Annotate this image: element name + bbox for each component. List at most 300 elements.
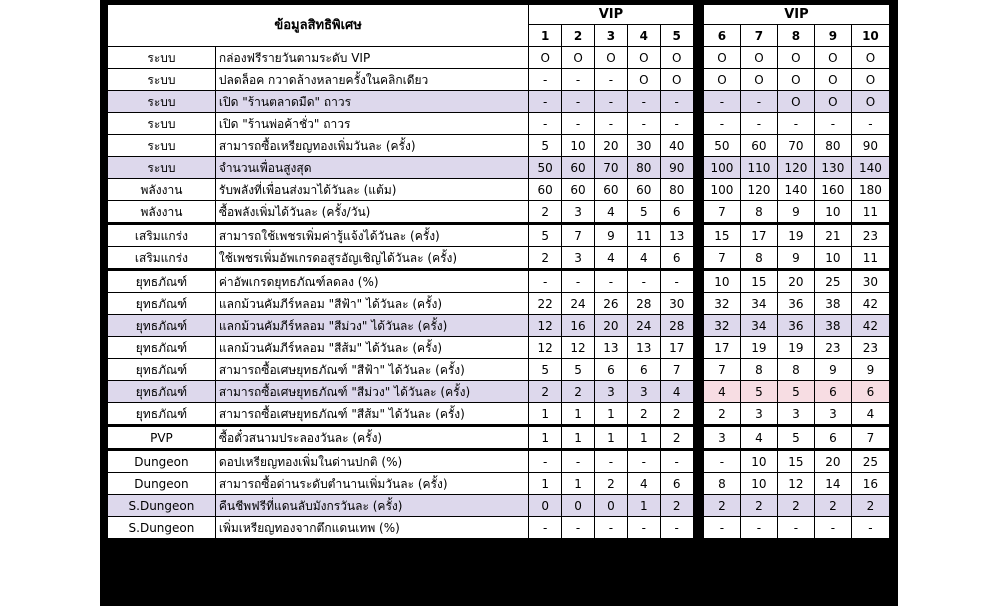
vip-8-value: 120 bbox=[777, 157, 814, 179]
vip-8-value: O bbox=[777, 69, 814, 91]
vip-6-value: 32 bbox=[703, 293, 740, 315]
vip-8-value: 15 bbox=[777, 450, 814, 473]
category-cell: พลังงาน bbox=[108, 179, 216, 201]
vip-3-value: 1 bbox=[595, 426, 628, 450]
vip-8-value: 19 bbox=[777, 337, 814, 359]
privilege-description: กล่องฟรีรายวันตามระดับ VIP bbox=[215, 47, 528, 69]
vip-6-value: 100 bbox=[703, 179, 740, 201]
vip-10-value: 2 bbox=[851, 495, 889, 517]
vip-10-value: 42 bbox=[851, 293, 889, 315]
vip-10-value: 6 bbox=[851, 381, 889, 403]
vip-5-value: 90 bbox=[660, 157, 693, 179]
column-divider bbox=[693, 91, 703, 113]
vip-9-value: 20 bbox=[814, 450, 851, 473]
vip-4-value: 4 bbox=[627, 247, 660, 270]
vip-9-value: 10 bbox=[814, 201, 851, 224]
table-row bbox=[108, 135, 890, 157]
vip-8-value: 12 bbox=[777, 473, 814, 495]
vip-5-value: 4 bbox=[660, 381, 693, 403]
vip-4-value: 11 bbox=[627, 224, 660, 247]
privilege-description: ปลดล็อค กวาดล้างหลายครั้งในคลิกเดียว bbox=[215, 69, 528, 91]
privilege-description: สามารถซื้อด่านระดับตำนานเพิ่มวันละ (ครั้ง) bbox=[215, 473, 528, 495]
vip-6-value: 7 bbox=[703, 201, 740, 224]
table-row bbox=[108, 270, 890, 293]
vip-level-10: 10 bbox=[851, 25, 889, 47]
vip-6-value: O bbox=[703, 69, 740, 91]
vip-10-value: 42 bbox=[851, 315, 889, 337]
vip-1-value: 12 bbox=[529, 315, 562, 337]
column-divider bbox=[693, 5, 703, 47]
table-title: ข้อมูลสิทธิพิเศษ bbox=[108, 5, 529, 47]
vip-4-value: 13 bbox=[627, 337, 660, 359]
vip-4-value: 4 bbox=[627, 473, 660, 495]
category-cell: PVP bbox=[108, 426, 216, 450]
category-cell: S.Dungeon bbox=[108, 495, 216, 517]
vip-2-value: 3 bbox=[562, 201, 595, 224]
vip-2-value: 12 bbox=[562, 337, 595, 359]
column-divider bbox=[693, 517, 703, 539]
vip-3-value: - bbox=[595, 69, 628, 91]
table-row bbox=[108, 426, 890, 450]
vip-5-value: - bbox=[660, 450, 693, 473]
vip-5-value: 6 bbox=[660, 247, 693, 270]
category-cell: ระบบ bbox=[108, 69, 216, 91]
vip-level-5: 5 bbox=[660, 25, 693, 47]
vip-4-value: 6 bbox=[627, 359, 660, 381]
vip-10-value: - bbox=[851, 517, 889, 539]
column-divider bbox=[693, 359, 703, 381]
vip-3-value: - bbox=[595, 517, 628, 539]
vip-9-value: 25 bbox=[814, 270, 851, 293]
vip-4-value: 1 bbox=[627, 495, 660, 517]
column-divider bbox=[693, 201, 703, 224]
vip-9-value: 14 bbox=[814, 473, 851, 495]
vip-10-value: O bbox=[851, 69, 889, 91]
vip-5-value: 2 bbox=[660, 426, 693, 450]
category-cell: ยุทธภัณฑ์ bbox=[108, 270, 216, 293]
privilege-description: ซื้อพลังเพิ่มได้วันละ (ครั้ง/วัน) bbox=[215, 201, 528, 224]
vip-1-value: - bbox=[529, 270, 562, 293]
vip-2-value: 60 bbox=[562, 157, 595, 179]
vip-7-value: O bbox=[740, 47, 777, 69]
vip-9-value: 130 bbox=[814, 157, 851, 179]
column-divider bbox=[693, 426, 703, 450]
vip-6-value: 7 bbox=[703, 359, 740, 381]
vip-2-value: 2 bbox=[562, 381, 595, 403]
vip-6-value: 100 bbox=[703, 157, 740, 179]
vip-6-value: O bbox=[703, 47, 740, 69]
column-divider bbox=[693, 47, 703, 69]
vip-4-value: 80 bbox=[627, 157, 660, 179]
vip-7-value: 10 bbox=[740, 450, 777, 473]
vip-1-value: 0 bbox=[529, 495, 562, 517]
vip-8-value: 5 bbox=[777, 381, 814, 403]
vip-5-value: 28 bbox=[660, 315, 693, 337]
vip-8-value: 19 bbox=[777, 224, 814, 247]
vip-4-value: - bbox=[627, 270, 660, 293]
vip-9-value: 38 bbox=[814, 293, 851, 315]
column-divider bbox=[693, 135, 703, 157]
vip-3-value: 1 bbox=[595, 403, 628, 426]
vip-5-value: 2 bbox=[660, 403, 693, 426]
category-cell: S.Dungeon bbox=[108, 517, 216, 539]
table-row bbox=[108, 473, 890, 495]
vip-2-value: 10 bbox=[562, 135, 595, 157]
vip-2-value: 60 bbox=[562, 179, 595, 201]
vip-4-value: 30 bbox=[627, 135, 660, 157]
column-divider bbox=[693, 224, 703, 247]
vip-2-value: 0 bbox=[562, 495, 595, 517]
vip-9-value: - bbox=[814, 517, 851, 539]
vip-2-value: 3 bbox=[562, 247, 595, 270]
vip-1-value: O bbox=[529, 47, 562, 69]
vip-5-value: 2 bbox=[660, 495, 693, 517]
vip-9-value: 21 bbox=[814, 224, 851, 247]
column-divider bbox=[693, 381, 703, 403]
category-cell: ยุทธภัณฑ์ bbox=[108, 315, 216, 337]
privilege-description: แลกม้วนคัมภีร์หลอม "สีส้ม" ได้วันละ (ครั้ง) bbox=[215, 337, 528, 359]
privilege-description: ซื้อตั๋วสนามประลองวันละ (ครั้ง) bbox=[215, 426, 528, 450]
vip-6-value: 7 bbox=[703, 247, 740, 270]
table-row bbox=[108, 359, 890, 381]
vip-6-value: 2 bbox=[703, 403, 740, 426]
vip-1-value: 12 bbox=[529, 337, 562, 359]
vip-5-value: O bbox=[660, 69, 693, 91]
privilege-description: แลกม้วนคัมภีร์หลอม "สีฟ้า" ได้วันละ (ครั้ง) bbox=[215, 293, 528, 315]
vip-4-value: 5 bbox=[627, 201, 660, 224]
vip-9-value: 9 bbox=[814, 359, 851, 381]
column-divider bbox=[693, 293, 703, 315]
vip-5-value: 13 bbox=[660, 224, 693, 247]
vip-7-value: 8 bbox=[740, 359, 777, 381]
vip-level-3: 3 bbox=[595, 25, 628, 47]
privilege-description: สามารถซื้อเศษยุทธภัณฑ์ "สีส้ม" ได้วันละ (ครั้ง) bbox=[215, 403, 528, 426]
vip-8-value: 5 bbox=[777, 426, 814, 450]
vip-3-value: 60 bbox=[595, 179, 628, 201]
vip-2-value: 5 bbox=[562, 359, 595, 381]
vip-3-value: - bbox=[595, 91, 628, 113]
vip-level-2: 2 bbox=[562, 25, 595, 47]
vip-1-value: 1 bbox=[529, 426, 562, 450]
vip-8-value: 36 bbox=[777, 293, 814, 315]
vip-3-value: 26 bbox=[595, 293, 628, 315]
vip-level-6: 6 bbox=[703, 25, 740, 47]
table-row bbox=[108, 91, 890, 113]
vip-2-value: 24 bbox=[562, 293, 595, 315]
vip-8-value: 9 bbox=[777, 201, 814, 224]
vip-2-value: - bbox=[562, 91, 595, 113]
column-divider bbox=[693, 69, 703, 91]
vip-5-value: - bbox=[660, 113, 693, 135]
vip-7-value: 17 bbox=[740, 224, 777, 247]
vip-5-value: 6 bbox=[660, 473, 693, 495]
privilege-description: เปิด "ร้านตลาดมืด" ถาวร bbox=[215, 91, 528, 113]
vip-8-value: - bbox=[777, 113, 814, 135]
vip-privileges-table bbox=[107, 4, 890, 539]
vip-7-value: 110 bbox=[740, 157, 777, 179]
privilege-description: ใช้เพชรเพิ่มอัพเกรดอสูรอัญเชิญได้วันละ (ครั้ง) bbox=[215, 247, 528, 270]
column-divider bbox=[693, 450, 703, 473]
vip-10-value: 9 bbox=[851, 359, 889, 381]
privilege-description: รับพลังที่เพื่อนส่งมาได้วันละ (แต้ม) bbox=[215, 179, 528, 201]
vip-1-value: 2 bbox=[529, 381, 562, 403]
vip-10-value: - bbox=[851, 113, 889, 135]
vip-level-4: 4 bbox=[627, 25, 660, 47]
vip-7-value: 2 bbox=[740, 495, 777, 517]
vip-4-value: O bbox=[627, 69, 660, 91]
vip-9-value: 160 bbox=[814, 179, 851, 201]
vip-1-value: - bbox=[529, 113, 562, 135]
vip-8-value: 9 bbox=[777, 247, 814, 270]
table-row bbox=[108, 113, 890, 135]
vip-7-value: 34 bbox=[740, 293, 777, 315]
vip-7-value: - bbox=[740, 113, 777, 135]
vip-2-value: 7 bbox=[562, 224, 595, 247]
vip-2-value: 1 bbox=[562, 473, 595, 495]
category-cell: Dungeon bbox=[108, 473, 216, 495]
vip-8-value: 20 bbox=[777, 270, 814, 293]
vip-3-value: 3 bbox=[595, 381, 628, 403]
vip-8-value: - bbox=[777, 517, 814, 539]
table-body bbox=[108, 47, 890, 539]
vip-1-value: 1 bbox=[529, 473, 562, 495]
vip-7-value: 10 bbox=[740, 473, 777, 495]
table-row bbox=[108, 315, 890, 337]
vip-9-value: 6 bbox=[814, 381, 851, 403]
vip-2-value: O bbox=[562, 47, 595, 69]
vip-1-value: 1 bbox=[529, 403, 562, 426]
column-divider bbox=[693, 157, 703, 179]
privilege-description: เปิด "ร้านพ่อค้าชั่ว" ถาวร bbox=[215, 113, 528, 135]
column-divider bbox=[693, 179, 703, 201]
column-divider bbox=[693, 113, 703, 135]
column-divider bbox=[693, 403, 703, 426]
column-divider bbox=[693, 315, 703, 337]
vip-9-value: 10 bbox=[814, 247, 851, 270]
vip-5-value: 30 bbox=[660, 293, 693, 315]
vip-10-value: 11 bbox=[851, 201, 889, 224]
vip-3-value: 4 bbox=[595, 247, 628, 270]
table-row bbox=[108, 224, 890, 247]
vip-7-value: 3 bbox=[740, 403, 777, 426]
column-divider bbox=[693, 270, 703, 293]
category-cell: ยุทธภัณฑ์ bbox=[108, 403, 216, 426]
vip-5-value: 80 bbox=[660, 179, 693, 201]
table-row bbox=[108, 157, 890, 179]
category-cell: ระบบ bbox=[108, 113, 216, 135]
vip-9-value: 2 bbox=[814, 495, 851, 517]
vip-2-value: 1 bbox=[562, 403, 595, 426]
vip-6-value: - bbox=[703, 517, 740, 539]
vip-8-value: 36 bbox=[777, 315, 814, 337]
vip-3-value: 20 bbox=[595, 315, 628, 337]
vip-6-value: 2 bbox=[703, 495, 740, 517]
vip-1-value: 50 bbox=[529, 157, 562, 179]
vip-1-value: 2 bbox=[529, 247, 562, 270]
vip-4-value: - bbox=[627, 517, 660, 539]
vip-6-value: - bbox=[703, 450, 740, 473]
vip-5-value: 17 bbox=[660, 337, 693, 359]
vip-9-value: O bbox=[814, 69, 851, 91]
vip-10-value: 25 bbox=[851, 450, 889, 473]
column-divider bbox=[693, 337, 703, 359]
vip-9-value: 23 bbox=[814, 337, 851, 359]
vip-8-value: O bbox=[777, 91, 814, 113]
table-row bbox=[108, 495, 890, 517]
vip-10-value: O bbox=[851, 47, 889, 69]
privilege-description: สามารถซื้อเศษยุทธภัณฑ์ "สีฟ้า" ได้วันละ (ครั้ง) bbox=[215, 359, 528, 381]
vip-7-value: 8 bbox=[740, 247, 777, 270]
vip-4-value: 3 bbox=[627, 381, 660, 403]
vip-5-value: 40 bbox=[660, 135, 693, 157]
vip-10-value: O bbox=[851, 91, 889, 113]
vip-3-value: 9 bbox=[595, 224, 628, 247]
vip-1-value: 2 bbox=[529, 201, 562, 224]
vip-7-value: 8 bbox=[740, 201, 777, 224]
vip-7-value: 19 bbox=[740, 337, 777, 359]
vip-10-value: 23 bbox=[851, 224, 889, 247]
privilege-description: แลกม้วนคัมภีร์หลอม "สีม่วง" ได้วันละ (ครั้ง) bbox=[215, 315, 528, 337]
vip-6-value: 3 bbox=[703, 426, 740, 450]
vip-4-value: O bbox=[627, 47, 660, 69]
vip-8-value: 70 bbox=[777, 135, 814, 157]
vip-10-value: 140 bbox=[851, 157, 889, 179]
vip-10-value: 180 bbox=[851, 179, 889, 201]
vip-8-value: 3 bbox=[777, 403, 814, 426]
vip-4-value: 24 bbox=[627, 315, 660, 337]
vip-4-value: 1 bbox=[627, 426, 660, 450]
vip-9-value: 80 bbox=[814, 135, 851, 157]
vip-1-value: - bbox=[529, 450, 562, 473]
vip-8-value: 8 bbox=[777, 359, 814, 381]
privilege-description: คืนชีพฟรีที่แดนลับมังกรวันละ (ครั้ง) bbox=[215, 495, 528, 517]
vip-3-value: 4 bbox=[595, 201, 628, 224]
vip-6-value: 10 bbox=[703, 270, 740, 293]
vip-9-value: 3 bbox=[814, 403, 851, 426]
column-divider bbox=[693, 473, 703, 495]
category-cell: ระบบ bbox=[108, 135, 216, 157]
vip-level-8: 8 bbox=[777, 25, 814, 47]
vip-4-value: 28 bbox=[627, 293, 660, 315]
vip-6-value: 15 bbox=[703, 224, 740, 247]
vip-8-value: 140 bbox=[777, 179, 814, 201]
vip-6-value: 32 bbox=[703, 315, 740, 337]
vip-6-value: 4 bbox=[703, 381, 740, 403]
vip-1-value: 60 bbox=[529, 179, 562, 201]
vip-7-value: O bbox=[740, 69, 777, 91]
vip-6-value: 17 bbox=[703, 337, 740, 359]
category-cell: ยุทธภัณฑ์ bbox=[108, 293, 216, 315]
vip-10-value: 30 bbox=[851, 270, 889, 293]
vip-group-header-1: VIP bbox=[529, 5, 693, 25]
vip-10-value: 11 bbox=[851, 247, 889, 270]
table-row bbox=[108, 201, 890, 224]
vip-2-value: 16 bbox=[562, 315, 595, 337]
vip-3-value: 6 bbox=[595, 359, 628, 381]
vip-3-value: 70 bbox=[595, 157, 628, 179]
vip-3-value: - bbox=[595, 450, 628, 473]
category-cell: ระบบ bbox=[108, 91, 216, 113]
vip-5-value: - bbox=[660, 270, 693, 293]
vip-4-value: - bbox=[627, 113, 660, 135]
vip-2-value: - bbox=[562, 450, 595, 473]
vip-1-value: 5 bbox=[529, 135, 562, 157]
vip-4-value: 60 bbox=[627, 179, 660, 201]
vip-5-value: - bbox=[660, 517, 693, 539]
vip-4-value: - bbox=[627, 91, 660, 113]
vip-3-value: - bbox=[595, 113, 628, 135]
vip-3-value: 2 bbox=[595, 473, 628, 495]
vip-1-value: - bbox=[529, 517, 562, 539]
category-cell: เสริมแกร่ง bbox=[108, 224, 216, 247]
vip-group-header-2: VIP bbox=[703, 5, 889, 25]
vip-3-value: 13 bbox=[595, 337, 628, 359]
category-cell: ยุทธภัณฑ์ bbox=[108, 359, 216, 381]
vip-8-value: 2 bbox=[777, 495, 814, 517]
vip-10-value: 16 bbox=[851, 473, 889, 495]
vip-5-value: 7 bbox=[660, 359, 693, 381]
vip-6-value: - bbox=[703, 113, 740, 135]
privilege-description: จำนวนเพื่อนสูงสุด bbox=[215, 157, 528, 179]
vip-level-7: 7 bbox=[740, 25, 777, 47]
category-cell: ระบบ bbox=[108, 157, 216, 179]
table-row bbox=[108, 403, 890, 426]
vip-1-value: 5 bbox=[529, 224, 562, 247]
vip-10-value: 4 bbox=[851, 403, 889, 426]
table-row bbox=[108, 179, 890, 201]
vip-7-value: 4 bbox=[740, 426, 777, 450]
category-cell: พลังงาน bbox=[108, 201, 216, 224]
table-row bbox=[108, 450, 890, 473]
vip-1-value: 5 bbox=[529, 359, 562, 381]
vip-10-value: 23 bbox=[851, 337, 889, 359]
vip-2-value: - bbox=[562, 517, 595, 539]
vip-7-value: 60 bbox=[740, 135, 777, 157]
vip-level-1: 1 bbox=[529, 25, 562, 47]
privilege-description: สามารถซื้อเหรียญทองเพิ่มวันละ (ครั้ง) bbox=[215, 135, 528, 157]
vip-6-value: 8 bbox=[703, 473, 740, 495]
vip-1-value: 22 bbox=[529, 293, 562, 315]
table-row bbox=[108, 247, 890, 270]
table-row bbox=[108, 47, 890, 69]
privilege-description: ค่าอัพเกรดยุทธภัณฑ์ลดลง (%) bbox=[215, 270, 528, 293]
category-cell: ยุทธภัณฑ์ bbox=[108, 381, 216, 403]
table-row bbox=[108, 293, 890, 315]
vip-3-value: 0 bbox=[595, 495, 628, 517]
vip-9-value: O bbox=[814, 47, 851, 69]
category-cell: ระบบ bbox=[108, 47, 216, 69]
table-row bbox=[108, 337, 890, 359]
vip-3-value: 20 bbox=[595, 135, 628, 157]
vip-7-value: 34 bbox=[740, 315, 777, 337]
vip-10-value: 90 bbox=[851, 135, 889, 157]
vip-5-value: O bbox=[660, 47, 693, 69]
privilege-description: ดอปเหรียญทองเพิ่มในด่านปกติ (%) bbox=[215, 450, 528, 473]
vip-7-value: 5 bbox=[740, 381, 777, 403]
vip-9-value: 38 bbox=[814, 315, 851, 337]
table-row bbox=[108, 69, 890, 91]
vip-1-value: - bbox=[529, 91, 562, 113]
vip-5-value: - bbox=[660, 91, 693, 113]
vip-2-value: - bbox=[562, 270, 595, 293]
vip-2-value: 1 bbox=[562, 426, 595, 450]
vip-9-value: O bbox=[814, 91, 851, 113]
vip-7-value: - bbox=[740, 517, 777, 539]
column-divider bbox=[693, 247, 703, 270]
vip-2-value: - bbox=[562, 69, 595, 91]
privilege-description: เพิ่มเหรียญทองจากตึกแดนเทพ (%) bbox=[215, 517, 528, 539]
vip-10-value: 7 bbox=[851, 426, 889, 450]
